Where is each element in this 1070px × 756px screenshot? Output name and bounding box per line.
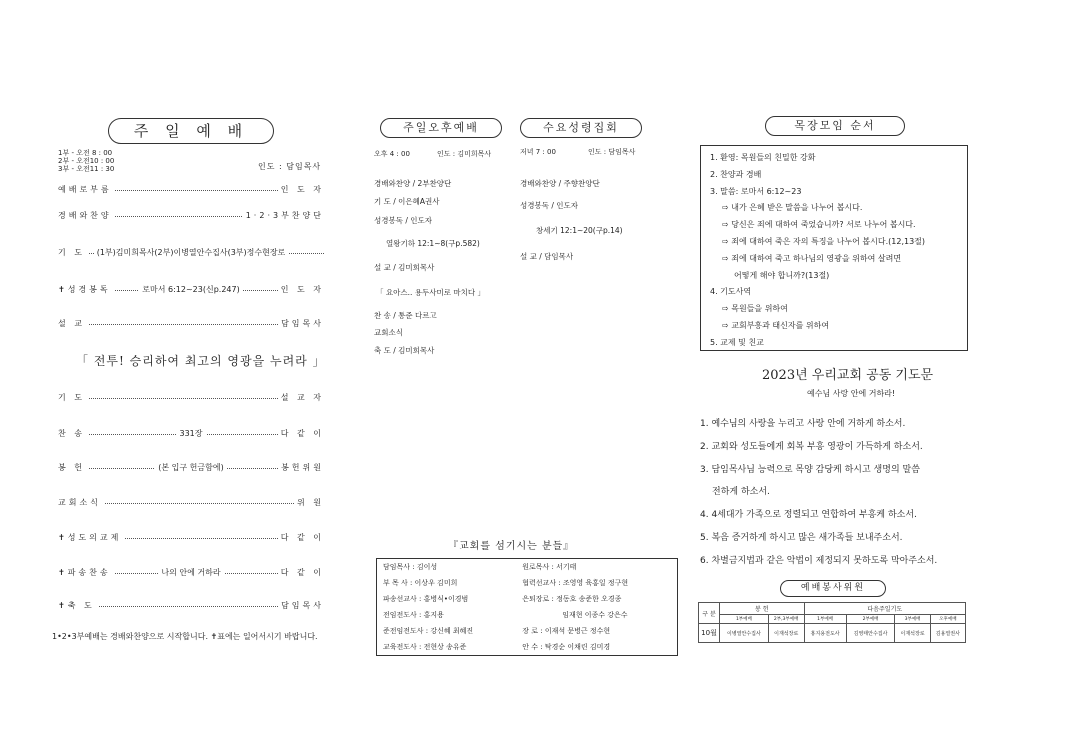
cell-item: ⇨ 죄에 대하여 죽고 하나님의 영광을 위하여 살려면 xyxy=(722,253,902,263)
wednesday-line: 경배와찬양 / 주향찬양단 xyxy=(520,179,600,188)
prayer-item: 3. 담임목사님 능력으로 목양 감당케 하시고 생명의 말씀 xyxy=(700,465,920,475)
order-label: 기 도 xyxy=(58,392,88,403)
order-row xyxy=(58,210,324,222)
vol-cell: 김용열권사 xyxy=(930,624,965,643)
order-label: 봉 헌 xyxy=(58,462,88,473)
footnote: 1•2•3부예배는 경배와찬양으로 시작합니다. ✝표에는 일어서시기 바랍니다. xyxy=(52,632,318,641)
vol-header-prayer: 다음주일기도 xyxy=(804,603,965,615)
order-middle-text: 나의 안에 거하라 xyxy=(158,568,223,577)
cell-item: ⇨ 당신은 죄에 대하여 죽었습니까? 서로 나누어 봅시다. xyxy=(722,220,916,230)
vol-subheader-cell: 오후예배 xyxy=(930,615,965,624)
cell-item: 5. 교제 및 친교 xyxy=(710,337,764,347)
order-right: 위 원 xyxy=(294,497,324,508)
order-row xyxy=(58,318,324,330)
order-right: 담임목사 xyxy=(278,318,324,329)
cell-item: 어떻게 해야 합니까?(13절) xyxy=(734,270,830,280)
vol-subheader-cell: 2부,3부예배 xyxy=(768,615,804,624)
afternoon-line: 「 요아스.. 용두사미로 마치다 」 xyxy=(376,288,485,297)
supporter-right: 임재현 이종수 강은수 xyxy=(562,611,628,619)
order-row xyxy=(58,428,324,440)
prayer-item: 전하게 하소서. xyxy=(712,487,770,497)
supporter-row xyxy=(377,559,678,576)
prayer-item: 4. 4세대가 가족으로 정렬되고 연합하여 부흥케 하소서. xyxy=(700,510,917,520)
afternoon-line: 찬 송 / 통준 다르고 xyxy=(374,311,437,320)
prayer-item: 6. 차별금지법과 같은 악법이 제정되지 못하도록 막아주소서. xyxy=(700,556,938,566)
supporter-row xyxy=(377,623,678,639)
afternoon-line: 교회소식 xyxy=(374,328,403,337)
afternoon-service-title: 주일오후예배 xyxy=(380,118,502,138)
wednesday-leader: 인도 : 담임목사 xyxy=(588,148,636,156)
order-label: ✝축 도 xyxy=(58,600,98,611)
vol-header-category: 구 분 xyxy=(699,603,720,624)
prayer-subtitle: 예수님 사랑 안에 거하라! xyxy=(807,389,896,398)
order-middle xyxy=(58,247,324,258)
order-right: 다 같 이 xyxy=(278,532,324,543)
supporter-right: 장 로 : 이재석 문병근 정수현 xyxy=(522,627,611,635)
vol-cell: 이재석장로 xyxy=(768,624,804,643)
afternoon-time: 오후 4 : 00 xyxy=(374,150,410,158)
supporter-right: 원로목사 : 서기태 xyxy=(522,563,577,571)
supporter-row xyxy=(377,591,678,607)
order-middle-text: (본 입구 헌금함에) xyxy=(155,463,226,472)
supporters-table xyxy=(376,558,678,656)
supporter-left: 교육전도사 : 전현상 송유준 xyxy=(383,643,467,651)
volunteers-title: 예배봉사위원 xyxy=(780,580,886,597)
order-row xyxy=(58,600,324,612)
supporter-row xyxy=(377,639,678,656)
vol-cell: 김영태안수집사 xyxy=(846,624,895,643)
order-row xyxy=(58,247,324,259)
wednesday-line: 성경봉독 / 인도자 xyxy=(520,201,579,210)
order-label: 설 교 xyxy=(58,318,88,329)
prayer-item: 2. 교회와 성도들에게 회복 부흥 영광이 가득하게 하소서. xyxy=(700,442,923,452)
order-right: 다 같 이 xyxy=(278,428,324,439)
supporter-left: 전임전도사 : 홍지용 xyxy=(383,611,444,619)
supporter-right: 안 수 : 탁경순 이채린 김미경 xyxy=(522,643,611,651)
afternoon-line: 설 교 / 김미희목사 xyxy=(374,263,435,272)
order-row xyxy=(58,392,324,404)
vol-cell: 이재석장로 xyxy=(895,624,930,643)
order-label: 예배로부름 xyxy=(58,184,115,195)
cell-item: 3. 말씀: 로마서 6:12~23 xyxy=(710,186,802,196)
supporter-left: 담임목사 : 김이성 xyxy=(383,563,438,571)
afternoon-leader: 인도 : 김미희목사 xyxy=(437,150,492,158)
supporters-title: 『교회를 섬기시는 분들』 xyxy=(448,541,575,552)
supporter-right: 협력선교사 : 조영영 육홍일 정구현 xyxy=(522,579,629,587)
wednesday-service-title: 수요성령집회 xyxy=(520,118,642,138)
supporter-left: 부 목 사 : 이상우 김미희 xyxy=(383,579,458,587)
afternoon-line: 성경봉독 / 인도자 xyxy=(374,216,433,225)
vol-subheader-cell: 2부예배 xyxy=(846,615,895,624)
cell-meeting-title: 목장모임 순서 xyxy=(765,116,905,136)
order-right: 다 같 이 xyxy=(278,567,324,578)
afternoon-line: 경배와찬양 / 2부찬양단 xyxy=(374,179,452,188)
order-middle-text: 331장 xyxy=(177,429,206,438)
service-time-2: 2부 - 오전10 : 00 xyxy=(58,157,115,165)
order-label: ✝성경봉독 xyxy=(58,284,114,295)
afternoon-line: 기 도 / 이은혜A권사 xyxy=(374,197,440,206)
order-row xyxy=(58,284,324,296)
vol-subheader-cell: 1부예배 xyxy=(720,615,769,624)
order-label: ✝파송찬송 xyxy=(58,567,114,578)
order-row xyxy=(58,462,324,474)
service-time-3: 3부 - 오전11 : 30 xyxy=(58,165,115,173)
volunteers-table xyxy=(698,602,966,643)
order-right: 설 교 자 xyxy=(278,392,324,403)
order-label: ✝성도의교제 xyxy=(58,532,124,543)
afternoon-line: 축 도 / 김미희목사 xyxy=(374,346,435,355)
supporter-right: 은퇴장로 : 정동호 송준한 오경종 xyxy=(522,595,622,603)
order-label: 기 도 xyxy=(58,247,88,258)
prayer-item: 5. 복음 증거하게 하시고 많은 새가족들 보내주소서. xyxy=(700,533,903,543)
order-label: 경배와찬양 xyxy=(58,210,115,221)
cell-item: ⇨ 죄에 대하여 죽은 자의 특징을 나누어 봅시다.(12,13절) xyxy=(722,237,926,246)
order-row xyxy=(58,184,324,196)
vol-header-offering: 봉 헌 xyxy=(720,603,805,615)
cell-item: ⇨ 목원들을 위하여 xyxy=(722,304,788,314)
sermon-title: 「 전투! 승리하여 최고의 영광을 누려라 」 xyxy=(76,354,326,368)
cell-item: ⇨ 내가 은혜 받은 말씀을 나누어 봅시다. xyxy=(722,203,863,213)
order-row xyxy=(58,532,324,544)
supporter-row xyxy=(377,575,678,591)
wednesday-time: 저녁 7 : 00 xyxy=(520,148,556,156)
vol-cell: 이병열안수집사 xyxy=(720,624,769,643)
order-row xyxy=(58,497,324,509)
cell-item: 4. 기도사역 xyxy=(710,287,752,297)
wednesday-line: 창세기 12:1~20(구p.14) xyxy=(536,226,623,235)
order-right: 인 도 자 xyxy=(278,284,324,295)
vol-subheader-cell: 1부예배 xyxy=(804,615,846,624)
order-right: 봉헌위원 xyxy=(278,462,324,473)
prayer-item: 1. 예수님의 사랑을 누리고 사랑 안에 거하게 하소서. xyxy=(700,419,906,429)
order-label: 찬 송 xyxy=(58,428,88,439)
wednesday-line: 설 교 / 담임목사 xyxy=(520,252,574,261)
order-middle-text: (1부)김미희목사(2부)이병열안수집사(3부)정수현장로 xyxy=(94,248,289,257)
supporter-row xyxy=(377,607,678,623)
order-label: 교회소식 xyxy=(58,497,104,508)
cell-item: 1. 환영: 목원들의 친밀한 강화 xyxy=(710,153,816,162)
cell-item: ⇨ 교회부흥과 태신자를 위하여 xyxy=(722,321,830,330)
sunday-service-title: 주 일 예 배 xyxy=(108,118,274,144)
order-right: 1·2·3부찬양단 xyxy=(243,210,324,221)
prayer-title: 2023년 우리교회 공동 기도문 xyxy=(762,368,934,383)
vol-subheader-cell: 3부예배 xyxy=(895,615,930,624)
supporter-left: 준전임전도사 : 강신혜 최혜진 xyxy=(383,627,474,635)
vol-cell: 홍지용전도사 xyxy=(804,624,846,643)
order-middle-text: 로마서 6:12~23(신p.247) xyxy=(139,285,242,294)
order-row xyxy=(58,567,324,579)
order-right: 인 도 자 xyxy=(278,184,324,195)
vol-row-label: 10월 xyxy=(699,624,720,643)
supporter-left: 파송선교사 : 홍병식•이경범 xyxy=(383,595,469,603)
cell-item: 2. 찬양과 경배 xyxy=(710,169,762,179)
service-time-1: 1부 - 오전 8 : 00 xyxy=(58,149,113,157)
order-right: 담임목사 xyxy=(278,600,324,611)
service-leader: 인도 : 담임목사 xyxy=(258,162,322,171)
afternoon-line: 열왕기하 12:1~8(구p.582) xyxy=(386,239,480,248)
